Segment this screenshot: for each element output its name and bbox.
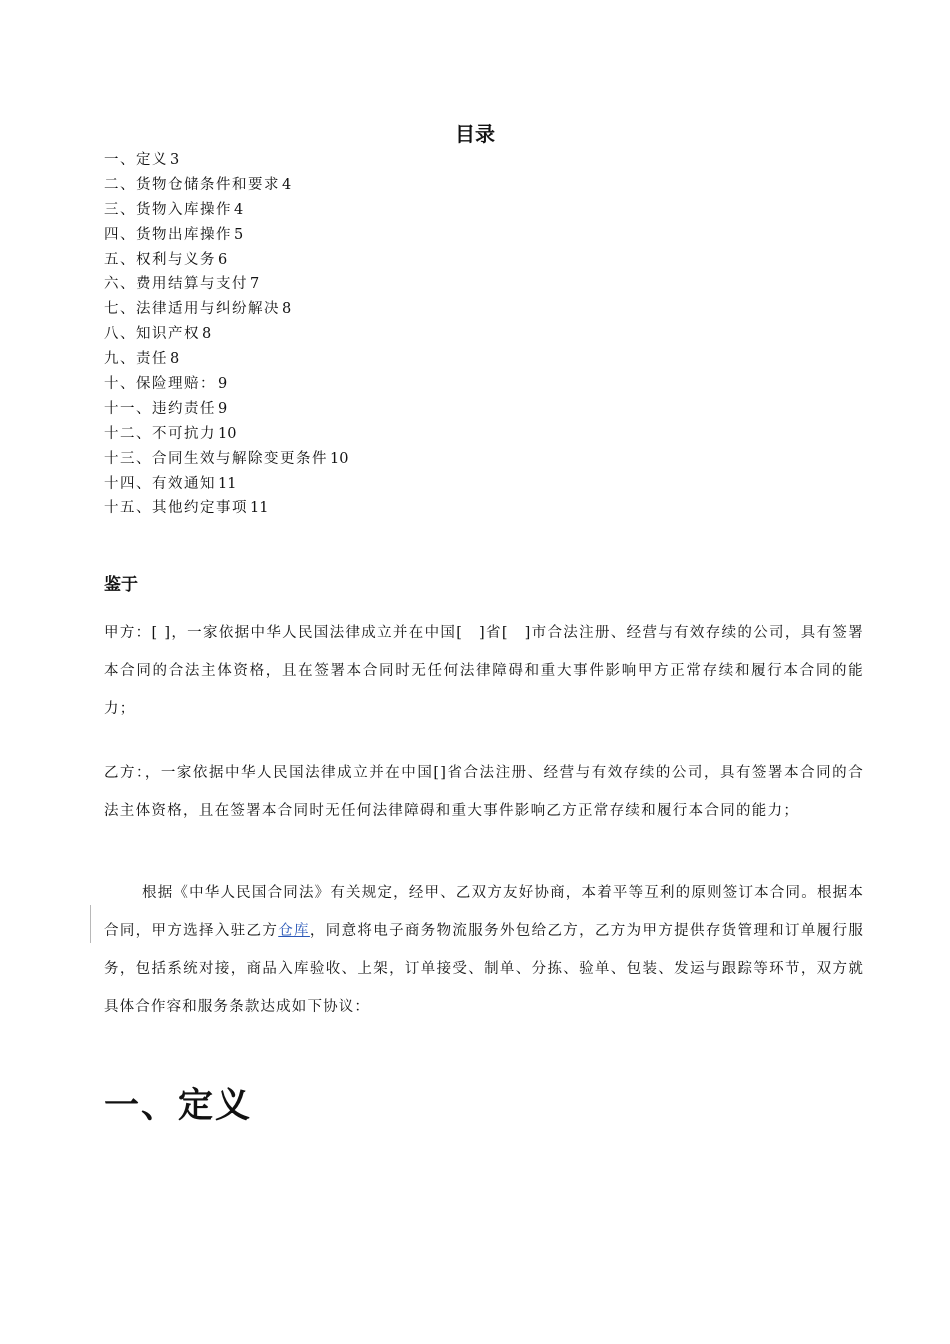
party-a-paragraph: 甲方：[ ]，一家依据中华人民国法律成立并在中国[ ]省[ ]市合法注册、经营与有效存续的公司，具有签署本合同的合法主体资格，且在签署本合同时无任何法律障碍和重大事件影响甲方正常存续和履行本合同的能力； [104, 625, 864, 717]
toc-item[interactable] [104, 496, 348, 521]
toc-item-label: 六、费用结算与支付 [104, 276, 248, 293]
toc-item[interactable] [104, 447, 348, 472]
toc-item-label: 九、责任 [104, 351, 168, 368]
toc-item-label: 三、货物入库操作 [104, 201, 232, 218]
warehouse-link[interactable]: 仓库 [278, 923, 310, 939]
toc-item[interactable] [104, 372, 348, 397]
revision-margin-bar [90, 905, 91, 943]
agreement-text-start: 根据《中华人民国合同法》有关规定，经甲、乙双方友好协商，本着平等互利的原则签订本合同。根据本合同，甲方选择入驻乙方 [104, 885, 864, 939]
toc-item[interactable] [104, 472, 348, 497]
toc-item-page: 8 [282, 301, 292, 318]
toc-item[interactable] [104, 173, 348, 198]
toc-item[interactable] [104, 248, 348, 273]
toc-item-page: 9 [218, 400, 228, 417]
table-of-contents [104, 148, 348, 521]
toc-item-label: 十一、违约责任 [104, 400, 216, 417]
toc-item-page: 7 [250, 276, 260, 293]
toc-item[interactable] [104, 297, 348, 322]
toc-item-page: 10 [218, 425, 237, 442]
toc-item-page: 10 [330, 450, 349, 467]
toc-item-label: 四、货物出库操作 [104, 226, 232, 243]
toc-item[interactable] [104, 223, 348, 248]
toc-item[interactable] [104, 198, 348, 223]
toc-item[interactable] [104, 272, 348, 297]
toc-item-page: 11 [218, 475, 237, 492]
toc-item[interactable] [104, 148, 348, 173]
toc-item[interactable] [104, 347, 348, 372]
toc-item-label: 一、定义 [104, 152, 168, 168]
toc-item-label: 八、知识产权 [104, 326, 200, 343]
toc-title: 目录 [455, 122, 495, 146]
toc-item-label: 十四、有效通知 [104, 475, 216, 492]
toc-item-label: 十三、合同生效与解除变更条件 [104, 450, 328, 467]
toc-item-page: 8 [202, 326, 212, 343]
toc-item-page: 3 [170, 152, 180, 168]
toc-item-page: 8 [170, 351, 180, 368]
toc-item-page: 6 [218, 251, 228, 268]
toc-item[interactable] [104, 422, 348, 447]
toc-item-label: 二、货物仓储条件和要求 [104, 176, 280, 193]
toc-item[interactable] [104, 397, 348, 422]
chapter-one-heading: 一、定义 [104, 1086, 253, 1126]
agreement-paragraph [104, 874, 864, 1026]
toc-item-label: 五、权利与义务 [104, 251, 216, 268]
agreement-text-end: ，同意将电子商务物流服务外包给乙方，乙方为甲方提供存货管理和订单履行服务，包括系统对接，商品入库验收、上架，订单接受、制单、分拣、验单、包装、发运与跟踪等环节，双方就具体合作容和服务条款达成如下协议： [104, 923, 865, 1015]
toc-item[interactable] [104, 322, 348, 347]
toc-item-page: 4 [234, 201, 244, 218]
toc-item-page: 9 [218, 376, 228, 393]
party-b-paragraph: 乙方：，一家依据中华人民国法律成立并在中国[]省合法注册、经营与有效存续的公司，具有签署本合同的合法主体资格，且在签署本合同时无任何法律障碍和重大事件影响乙方正常存续和履行本合同的能力； [104, 765, 864, 819]
toc-item-label: 十五、其他约定事项 [104, 500, 248, 517]
toc-item-page: 11 [250, 500, 269, 517]
whereas-heading: 鉴于 [104, 575, 138, 595]
toc-item-label: 十、保险理赔： [104, 376, 216, 393]
toc-item-page: 4 [282, 176, 292, 193]
toc-item-label: 七、法律适用与纠纷解决 [104, 301, 280, 318]
toc-item-label: 十二、不可抗力 [104, 425, 216, 442]
toc-item-page: 5 [234, 226, 244, 243]
